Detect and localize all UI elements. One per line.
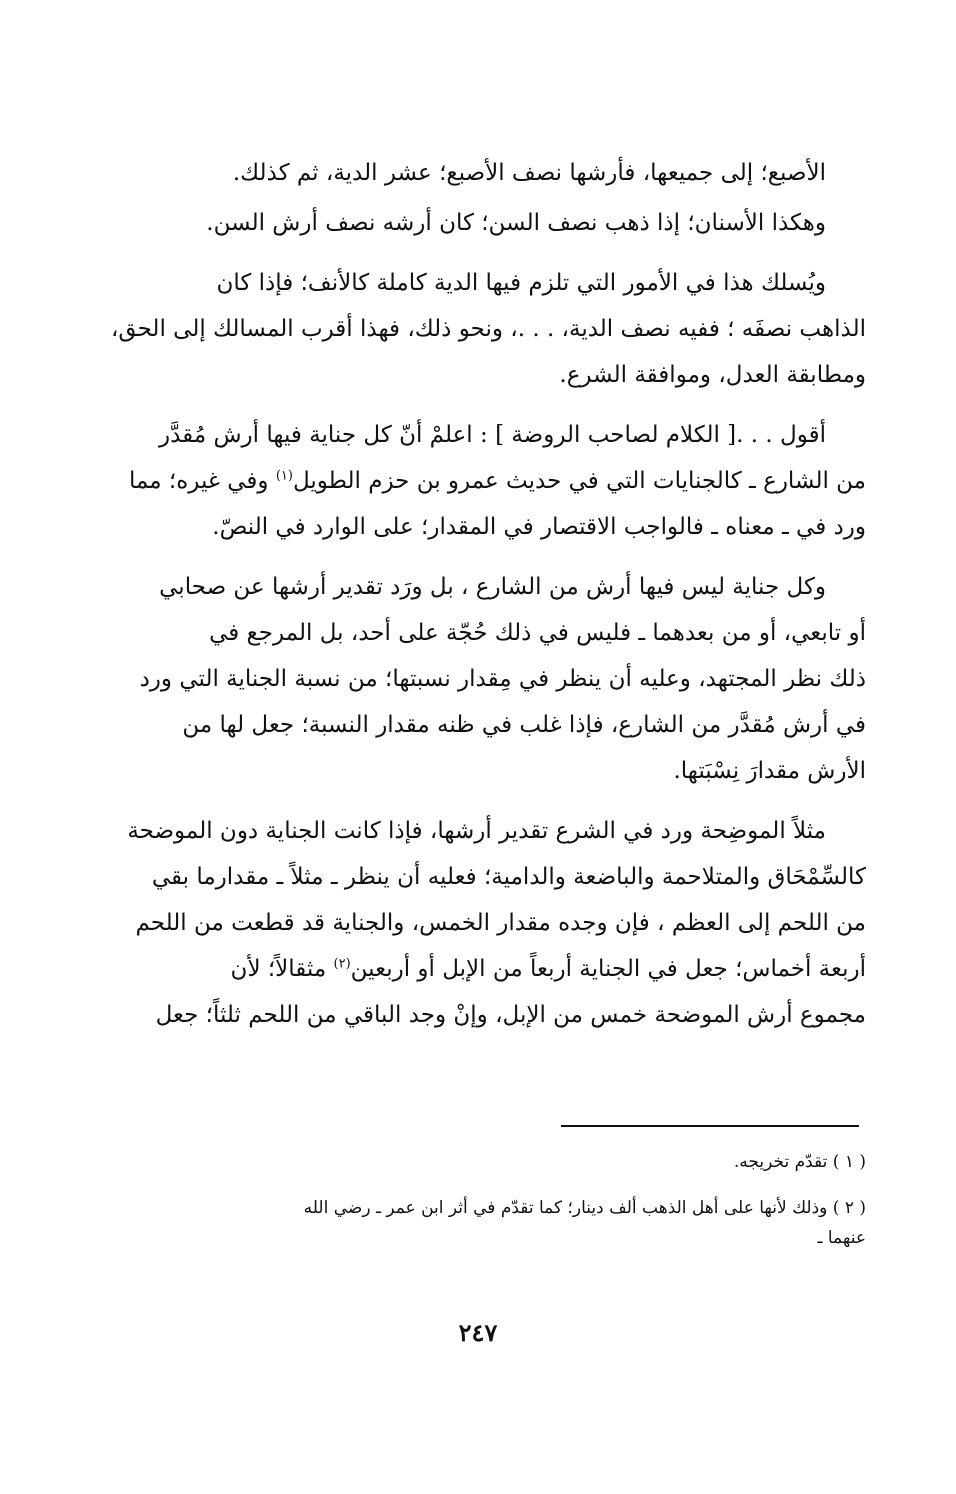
main-text [100, 150, 866, 1038]
footnote-line: عنهما ـ [817, 1228, 866, 1248]
text-segment: وفي غيره؛ مما [128, 468, 276, 494]
paragraph-6 [100, 808, 866, 1038]
text-line: ذلك نظر المجتهد، وعليه أن ينظر في مِقدار نسبتها؛ من نسبة الجناية التي ورد [139, 666, 866, 692]
footnote-line: ( ٢ ) وذلك لأنها على أهل الذهب ألف دينار؛ كما تقدّم في أثر ابن عمر ـ رضي الله [303, 1198, 866, 1218]
text-line [100, 458, 866, 504]
text-line: كالسِّمْحَاق والمتلاحمة والباضعة والدامية؛ فعليه أن ينظر ـ مثلاً ـ مقدارما بقي [151, 864, 866, 890]
page-number: ٢٤٧ [458, 1318, 498, 1347]
text-segment: مثقالاً؛ لأن [230, 956, 334, 982]
text-line [100, 946, 866, 992]
footnote-1 [100, 1147, 866, 1177]
text-line: مثلاً الموضِحة ورد في الشرع تقدير أرشها، فإذا كانت الجناية دون الموضحة [127, 818, 826, 844]
text-line: الأرش مقدارَ نِسْبَتها. [673, 758, 866, 784]
text-line: في أرش مُقدَّر من الشارع، فإذا غلب في ظنه مقدار النسبة؛ جعل لها من [182, 712, 866, 738]
footnote-divider [561, 1125, 859, 1127]
footnote-line: ( ١ ) تقدّم تخريجه. [733, 1152, 866, 1172]
paragraph-1 [100, 150, 866, 196]
text-line: أقول . . .[ الكلام لصاحب الروضة ] : اعلمْ أنّ كل جناية فيها أرش مُقدَّر [159, 422, 826, 448]
text-segment: أربعة أخماس؛ جعل في الجناية أربعاً من الإبل أو أربعين [350, 956, 866, 982]
text-line: وهكذا الأسنان؛ إذا ذهب نصف السن؛ كان أرشه نصف أرش السن. [206, 210, 826, 236]
text-line: الأصبع؛ إلى جميعها، فأرشها نصف الأصبع؛ عشر الدية، ثم كذلك. [232, 160, 826, 186]
footnote-2 [100, 1193, 866, 1253]
text-line: الذاهب نصفَه ؛ ففيه نصف الدية، . . .، ونحو ذلك، فهذا أقرب المسالك إلى الحق، [110, 316, 866, 342]
footnote-ref-2[interactable]: (٢) [333, 956, 351, 972]
text-line: ورد في ـ معناه ـ فالواجب الاقتصار في المقدار؛ على الوارد في النصّ. [212, 514, 866, 540]
text-line: ويُسلك هذا في الأمور التي تلزم فيها الدية كاملة كالأنف؛ فإذا كان [216, 270, 826, 296]
text-line: أو تابعي، أو من بعدهما ـ فليس في ذلك حُجّة على أحد، بل المرجع في [209, 620, 866, 646]
paragraph-3 [100, 260, 866, 398]
footnotes [100, 1147, 866, 1269]
paragraph-2 [100, 200, 866, 246]
text-segment: من الشارع ـ كالجنايات التي في حديث عمرو بن حزم الطويل [292, 468, 866, 494]
text-line: من اللحم إلى العظم ، فإن وجده مقدار الخمس، والجناية قد قطعت من اللحم [135, 910, 866, 936]
paragraph-4 [100, 412, 866, 550]
text-line: مجموع أرش الموضحة خمس من الإبل، وإنْ وجد الباقي من اللحم ثلثاً؛ جعل [155, 1002, 866, 1028]
text-line: وكل جناية ليس فيها أرش من الشارع ، بل ورَد تقدير أرشها عن صحابي [159, 574, 826, 600]
footnote-ref-1[interactable]: (١) [275, 468, 293, 484]
paragraph-5 [100, 564, 866, 794]
text-line: ومطابقة العدل، وموافقة الشرع. [559, 362, 866, 388]
